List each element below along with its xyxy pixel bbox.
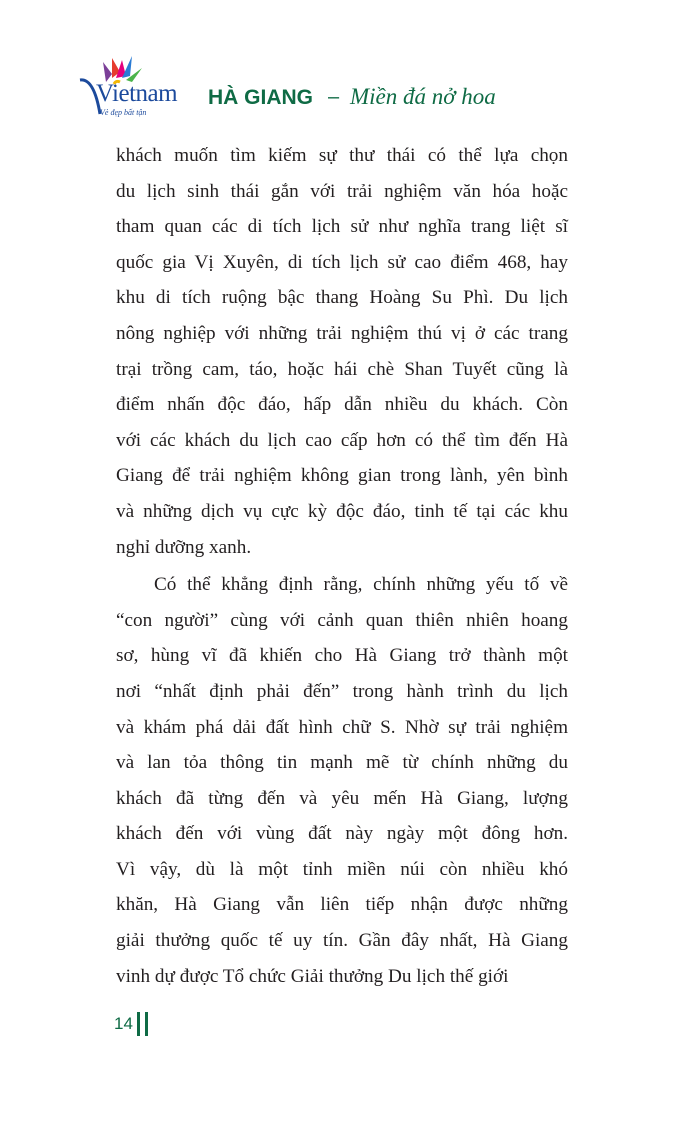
page-number-bars-icon	[137, 1012, 149, 1036]
text-line: giải thưởng quốc tế uy tín. Gần đây nhất, Hà Giang	[116, 930, 568, 952]
text-line: nơi “nhất định phải đến” trong hành trình du lịch	[116, 680, 568, 702]
text-line: khu di tích ruộng bậc thang Hoàng Su Phì. Du lịch	[116, 287, 568, 309]
text-line: Giang để trải nghiệm không gian trong lành, yên bình	[116, 465, 568, 487]
text-line: “con người” cùng với cảnh quan thiên nhiên hoang	[116, 609, 568, 631]
paragraph	[116, 567, 568, 994]
text-line: Vì vậy, dù là một tỉnh miền núi còn nhiều khó	[116, 858, 568, 880]
text-line: khách muốn tìm kiếm sự thư thái có thể lựa chọn	[116, 145, 568, 166]
text-line: nông nghiệp với những trải nghiệm thú vị ở các trang	[116, 322, 568, 344]
text-line: điểm nhấn độc đáo, hấp dẫn nhiều du khách. Còn	[116, 394, 568, 416]
text-line: khăn, Hà Giang vẫn liên tiếp nhận được những	[116, 894, 568, 916]
text-line: và khám phá dải đất hình chữ S. Nhờ sự trải nghiệm	[116, 716, 568, 738]
running-header-subtitle: Miền đá nở hoa	[350, 84, 496, 109]
text-line: và lan tỏa thông tin mạnh mẽ từ chính những du	[116, 752, 568, 774]
text-line: với các khách du lịch cao cấp hơn có thể tìm đến Hà	[116, 429, 568, 451]
text-line: và những dịch vụ cực kỳ độc đáo, tinh tế tại các khu	[116, 500, 568, 522]
running-header-dash: –	[328, 86, 340, 108]
text-line: sơ, hùng vĩ đã khiến cho Hà Giang trở thành một	[116, 645, 568, 667]
paragraph	[116, 138, 568, 565]
text-line: du lịch sinh thái gắn với trải nghiệm văn hóa hoặc	[116, 180, 568, 202]
text-line: khách đã từng đến và yêu mến Hà Giang, lượng	[116, 787, 568, 809]
text-line: Có thể khẳng định rằng, chính những yếu tố về	[154, 574, 568, 596]
text-line: khách đến với vùng đất này ngày một đông hơn.	[116, 823, 568, 845]
running-header-title: HÀ GIANG	[208, 86, 313, 109]
page-number: 14	[114, 1014, 133, 1033]
text-line: tham quan các di tích lịch sử như nghĩa trang liệt sĩ	[116, 216, 568, 238]
logo-tagline: Vẻ đẹp bất tận	[100, 108, 147, 117]
text-line: trại trồng cam, táo, hoặc hái chè Shan Tuyết cũng là	[116, 358, 568, 380]
text-line: nghỉ dưỡng xanh.	[116, 536, 252, 558]
body-text	[116, 138, 568, 994]
text-line: quốc gia Vị Xuyên, di tích lịch sử cao điểm 468, hay	[116, 251, 568, 273]
logo-text: Vietnam	[96, 80, 178, 107]
text-line: vinh dự được Tổ chức Giải thưởng Du lịch thế giới	[116, 965, 509, 987]
